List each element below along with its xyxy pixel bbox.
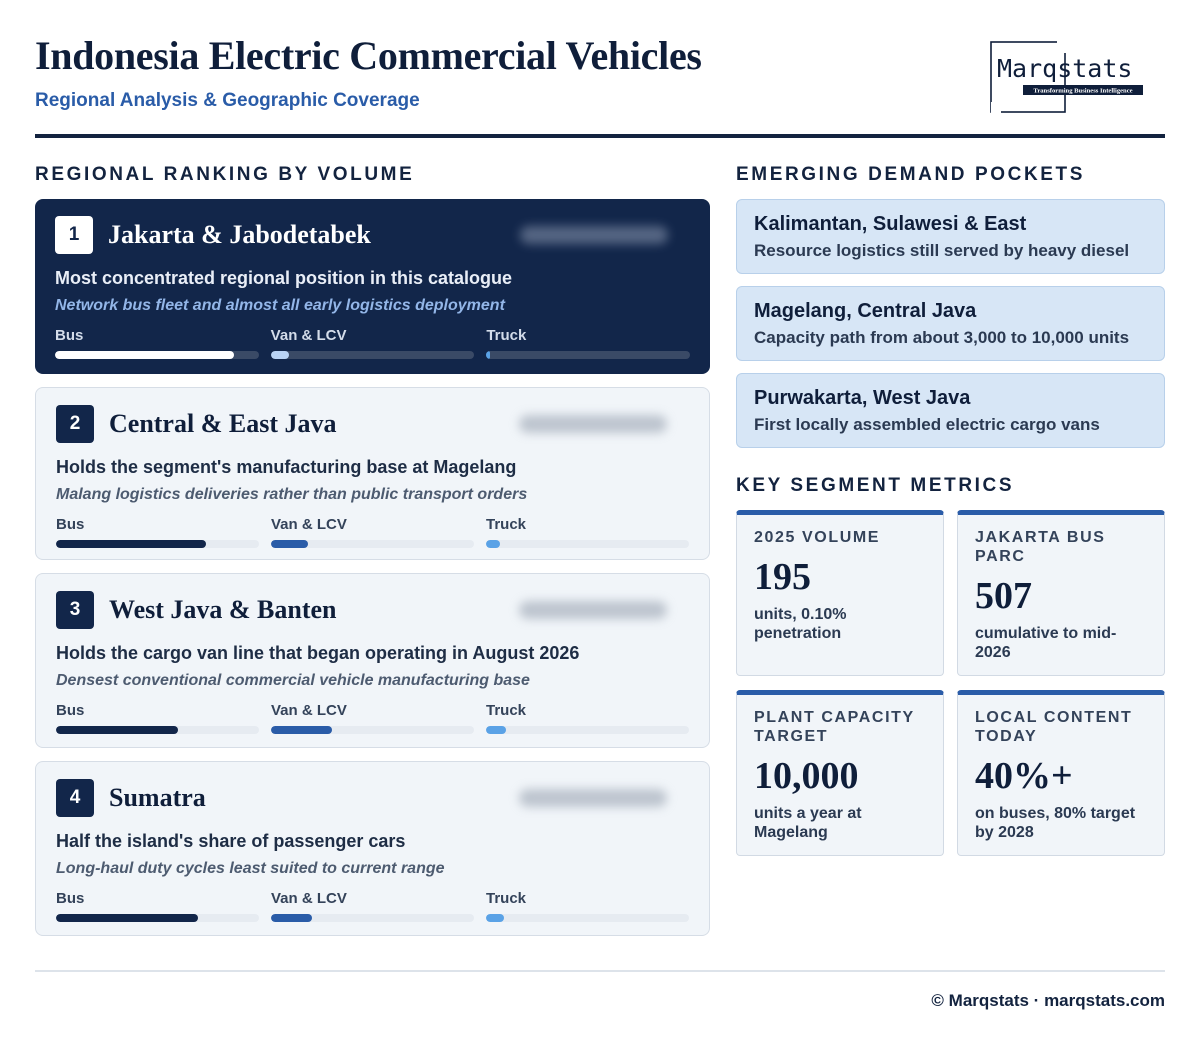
van-bar-fill xyxy=(271,914,312,922)
pockets-section-title: EMERGING DEMAND POCKETS xyxy=(736,164,1086,185)
bus-bar-label: Bus xyxy=(55,327,84,344)
van-bar-label: Van & LCV xyxy=(271,516,347,533)
metric-subtext: units, 0.10% penetration xyxy=(754,606,847,642)
redacted-volume xyxy=(519,789,667,807)
pocket-subtitle: Capacity path from about 3,000 to 10,000 units xyxy=(754,328,1130,347)
footer-divider xyxy=(35,970,1165,972)
rank-number: 4 xyxy=(56,779,94,817)
region-note: Network bus fleet and almost all early logistics deployment xyxy=(55,297,505,314)
truck-bar-label: Truck xyxy=(486,702,527,719)
redacted-volume xyxy=(519,601,667,619)
region-name: Central & East Java xyxy=(109,409,337,438)
region-name: West Java & Banten xyxy=(109,595,337,624)
page-title: Indonesia Electric Commercial Vehicles xyxy=(35,33,702,78)
pocket-title: Magelang, Central Java xyxy=(754,300,977,322)
metric-value: 195 xyxy=(754,556,811,598)
van-bar-fill xyxy=(271,351,289,359)
pocket-title: Kalimantan, Sulawesi & East xyxy=(754,213,1027,235)
van-bar xyxy=(271,327,475,359)
metric-card-local-content xyxy=(957,690,1165,856)
marqstats-logo xyxy=(989,40,1165,114)
bus-bar-fill xyxy=(55,351,234,359)
truck-bar-fill xyxy=(486,726,506,734)
region-note: Long-haul duty cycles least suited to current range xyxy=(56,860,445,877)
pocket-card xyxy=(736,373,1165,448)
region-note: Malang logistics deliveries rather than public transport orders xyxy=(56,486,528,503)
bus-bar-fill xyxy=(56,726,178,734)
pocket-title: Purwakarta, West Java xyxy=(754,387,971,409)
bus-bar xyxy=(55,327,259,359)
truck-bar xyxy=(486,516,689,548)
truck-bar-label: Truck xyxy=(486,890,527,907)
rank-number: 3 xyxy=(56,591,94,629)
page-header xyxy=(35,32,1165,138)
truck-bar xyxy=(486,327,690,359)
rank-card-2 xyxy=(35,387,710,560)
redacted-volume xyxy=(519,415,667,433)
metric-value: 507 xyxy=(975,575,1032,617)
region-description: Holds the segment's manufacturing base at Magelang xyxy=(56,457,517,477)
metric-card-2025-volume xyxy=(736,510,944,676)
bus-bar xyxy=(56,890,259,922)
region-description: Half the island's share of passenger cars xyxy=(56,831,406,851)
bus-bar xyxy=(56,702,259,734)
metric-label: PLANT CAPACITY TARGET xyxy=(754,709,915,745)
rank-card-4 xyxy=(35,761,710,936)
bus-bar-fill xyxy=(56,914,198,922)
ranking-section-title: REGIONAL RANKING BY VOLUME xyxy=(35,164,415,185)
truck-bar-label: Truck xyxy=(486,327,527,344)
van-bar-label: Van & LCV xyxy=(271,702,347,719)
rank-number: 1 xyxy=(55,216,93,254)
metric-subtext: on buses, 80% target by 2028 xyxy=(975,805,1136,841)
van-bar xyxy=(271,890,474,922)
bus-bar-label: Bus xyxy=(56,702,85,719)
bus-bar-fill xyxy=(56,540,206,548)
metric-card-jakarta-bus-parc xyxy=(957,510,1165,676)
truck-bar-fill xyxy=(486,540,500,548)
pocket-subtitle: Resource logistics still served by heavy diesel xyxy=(754,241,1130,260)
van-bar xyxy=(271,702,474,734)
metric-subtext: cumulative to mid-2026 xyxy=(975,625,1117,661)
bus-bar-label: Bus xyxy=(56,516,85,533)
van-bar xyxy=(271,516,474,548)
region-name: Jakarta & Jabodetabek xyxy=(108,220,371,249)
rank-number: 2 xyxy=(56,405,94,443)
truck-bar-fill xyxy=(486,351,490,359)
logo-tagline: Transforming Business Intelligence xyxy=(1033,87,1133,95)
region-description: Holds the cargo van line that began operating in August 2026 xyxy=(56,643,580,663)
van-bar-fill xyxy=(271,726,332,734)
van-bar-fill xyxy=(271,540,308,548)
bus-bar xyxy=(56,516,259,548)
pocket-card xyxy=(736,286,1165,361)
truck-bar-fill xyxy=(486,914,504,922)
metric-value: 10,000 xyxy=(754,755,859,797)
metric-label: JAKARTA BUS PARC xyxy=(975,529,1106,565)
page-subtitle: Regional Analysis & Geographic Coverage xyxy=(35,90,420,111)
pocket-card xyxy=(736,199,1165,274)
van-bar-label: Van & LCV xyxy=(270,327,347,344)
metric-label: 2025 VOLUME xyxy=(754,529,881,546)
header-divider xyxy=(35,134,1165,138)
metric-value: 40%+ xyxy=(975,755,1073,797)
region-description: Most concentrated regional position in this catalogue xyxy=(55,268,513,288)
rank-card-3 xyxy=(35,573,710,748)
footer-credit: © Marqstats · marqstats.com xyxy=(931,991,1165,1010)
truck-bar xyxy=(486,702,689,734)
region-note: Densest conventional commercial vehicle manufacturing base xyxy=(56,672,530,689)
metric-subtext: units a year at Magelang xyxy=(754,805,862,841)
metric-label: LOCAL CONTENT TODAY xyxy=(975,709,1133,745)
redacted-volume xyxy=(520,226,668,244)
logo-wordmark: Marqstats xyxy=(997,54,1133,83)
region-name: Sumatra xyxy=(109,783,206,812)
metric-card-plant-capacity xyxy=(736,690,944,856)
pocket-subtitle: First locally assembled electric cargo vans xyxy=(754,415,1100,434)
metrics-section-title: KEY SEGMENT METRICS xyxy=(736,475,1015,496)
truck-bar xyxy=(486,890,689,922)
truck-bar-label: Truck xyxy=(486,516,527,533)
van-bar-label: Van & LCV xyxy=(271,890,347,907)
rank-card-1 xyxy=(35,199,710,374)
bus-bar-label: Bus xyxy=(56,890,85,907)
